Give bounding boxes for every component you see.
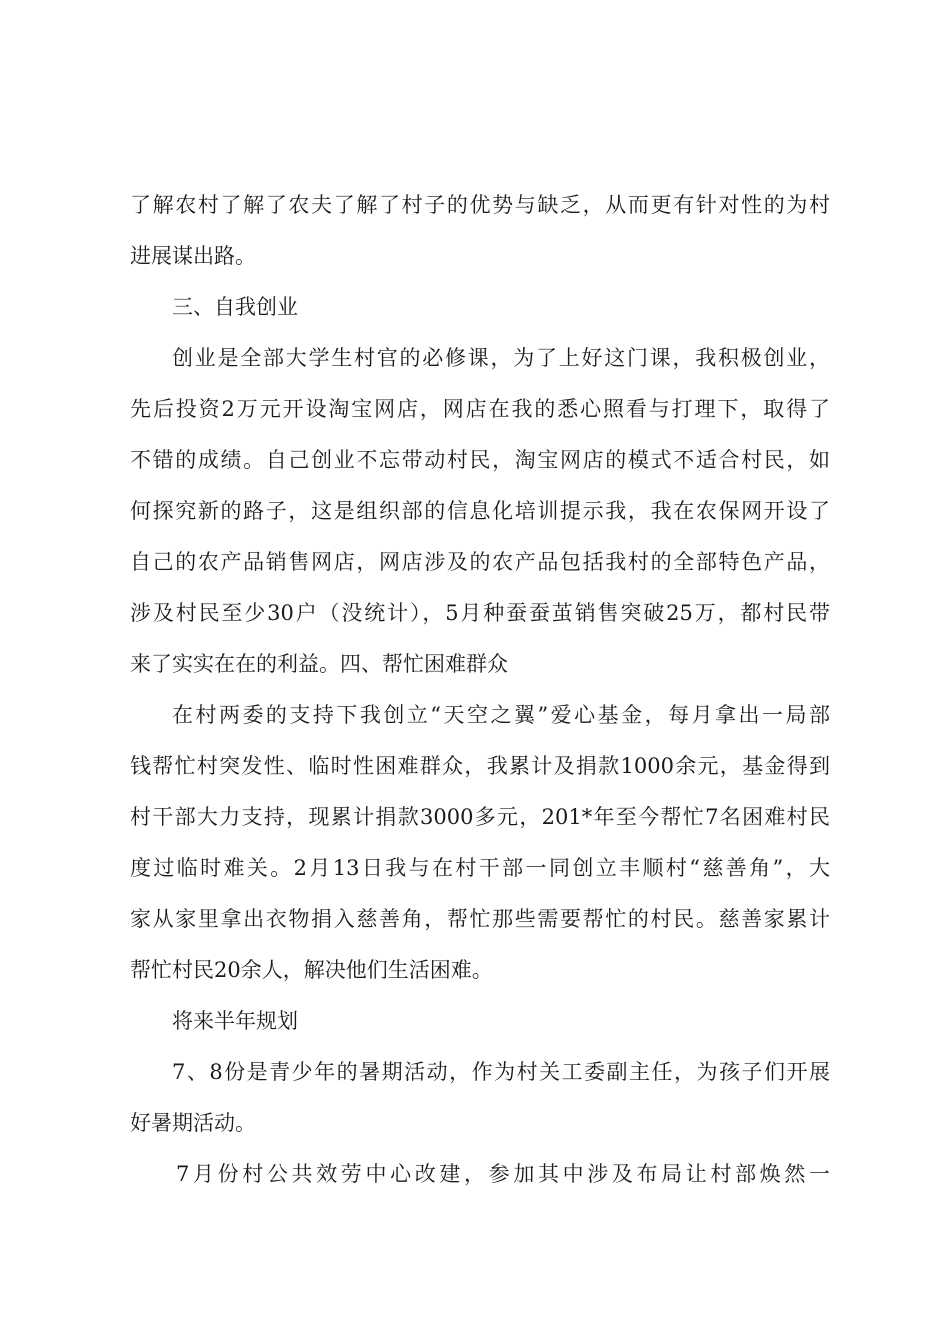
section-heading: 将来半年规划 — [172, 1009, 298, 1033]
text-line: 先后投资2万元开设淘宝网店，网店在我的悉心照看与打理下，取得了 — [130, 397, 830, 421]
text-line: 来了实实在在的利益。四、帮忙困难群众 — [130, 652, 508, 676]
text-line: 何探究新的路子，这是组织部的信息化培训提示我，我在农保网开设了 — [130, 499, 830, 523]
text-line: 家从家里拿出衣物捐入慈善角，帮忙那些需要帮忙的村民。慈善家累计 — [130, 907, 830, 931]
text-line: 涉及村民至少30户（没统计），5月种蚕蚕茧销售突破25万，都村民带 — [130, 601, 830, 625]
text-line: 进展谋出路。 — [130, 244, 256, 268]
text-line: 7、8份是青少年的暑期活动，作为村关工委副主任，为孩子们开展 — [172, 1060, 830, 1084]
text-line: 在村两委的支持下我创立“天空之翼”爱心基金，每月拿出一局部 — [172, 703, 830, 727]
text-line: 钱帮忙村突发性、临时性困难群众，我累计及捐款1000余元，基金得到 — [130, 754, 830, 778]
text-line: 了解农村了解了农夫了解了村子的优势与缺乏，从而更有针对性的为村 — [130, 193, 830, 217]
text-line: 度过临时难关。2月13日我与在村干部一同创立丰顺村“慈善角”，大 — [130, 856, 830, 880]
text-line: 7月份村公共效劳中心改建，参加其中涉及布局让村部焕然一 — [176, 1162, 830, 1186]
text-line: 自己的农产品销售网店，网店涉及的农产品包括我村的全部特色产品， — [130, 550, 830, 574]
text-line: 不错的成绩。自己创业不忘带动村民，淘宝网店的模式不适合村民，如 — [130, 448, 830, 472]
text-line: 好暑期活动。 — [130, 1111, 256, 1135]
text-line: 帮忙村民20余人，解决他们生活困难。 — [130, 958, 493, 982]
text-line: 创业是全部大学生村官的必修课，为了上好这门课，我积极创业， — [172, 346, 830, 370]
section-heading: 三、自我创业 — [172, 295, 298, 319]
text-line: 村干部大力支持，现累计捐款3000多元，201*年至今帮忙7名困难村民 — [130, 805, 830, 829]
